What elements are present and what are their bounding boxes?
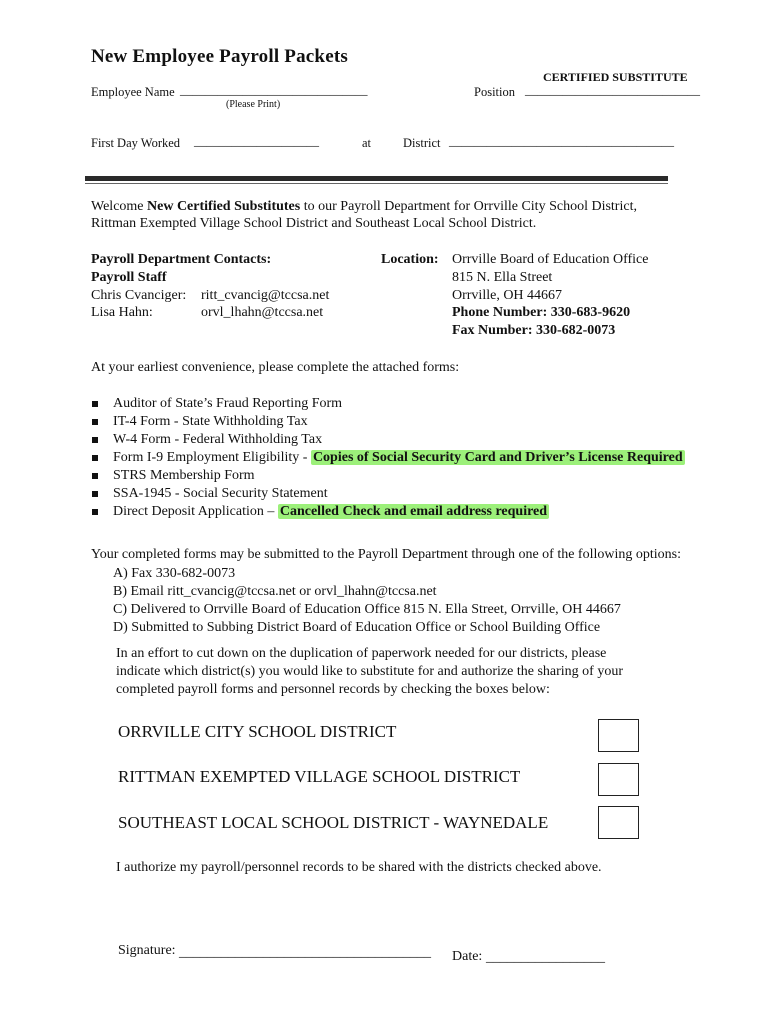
district-field[interactable]: ____________________________________ [449, 134, 674, 148]
position-field[interactable]: ____________________________ [525, 83, 700, 97]
district-label: District [403, 136, 441, 150]
form-item-text: STRS Membership Form [113, 468, 255, 483]
district-orrville-label: ORRVILLE CITY SCHOOL DISTRICT [118, 722, 397, 741]
please-print-note: (Please Print) [226, 99, 281, 110]
district-rittman-label: RITTMAN EXEMPTED VILLAGE SCHOOL DISTRICT [118, 767, 521, 786]
payroll-staff-heading: Payroll Staff [91, 270, 167, 285]
location-city: Orrville, OH 44667 [452, 288, 563, 303]
bullet-square-icon [92, 437, 98, 443]
form-item-text: W-4 Form - Federal Withholding Tax [113, 432, 323, 447]
form-item-highlight: Cancelled Check and email address required [279, 504, 548, 519]
list-item: D) Submitted to Subbing District Board of Education Office or School Building Office [113, 620, 601, 635]
bullet-square-icon [92, 455, 98, 461]
form-item-text: Direct Deposit Application – [113, 504, 278, 519]
bullet-square-icon [92, 491, 98, 497]
forms-list [91, 395, 685, 521]
welcome-line-2: Rittman Exempted Village School District and Southeast Local School District. [91, 216, 537, 231]
submit-intro: Your completed forms may be submitted to the Payroll Department through one of the following options: [91, 547, 681, 562]
district-southeast-checkbox[interactable] [598, 806, 639, 839]
authorize-statement: I authorize my payroll/personnel records to be shared with the districts checked above. [116, 860, 602, 875]
list-item [91, 485, 685, 503]
form-item-text: SSA-1945 - Social Security Statement [113, 486, 328, 501]
submit-options-list [113, 565, 621, 637]
list-item: C) Delivered to Orrville Board of Education Office 815 N. Ella Street, Orrville, OH 44667 [113, 602, 621, 617]
staff-name-1: Chris Cvanciger: [91, 288, 187, 303]
staff-name-2: Lisa Hahn: [91, 305, 153, 320]
form-item-highlight: Copies of Social Security Card and Driver’s License Required [312, 450, 683, 465]
list-item [91, 395, 685, 413]
header-divider [85, 176, 668, 181]
list-item [91, 449, 685, 467]
welcome-bold: New Certified Substitutes [147, 199, 301, 214]
bullet-square-icon [92, 419, 98, 425]
signature-label: Signature: [118, 943, 176, 958]
date-label: Date: [452, 949, 483, 964]
welcome-suffix: to our Payroll Department for Orrville City School District, [300, 199, 637, 214]
list-item [91, 413, 685, 431]
welcome-line-1 [91, 199, 637, 215]
list-item [91, 503, 685, 521]
certified-substitute-label: CERTIFIED SUBSTITUTE [543, 70, 688, 84]
bullet-square-icon [92, 401, 98, 407]
paperwork-line-2: indicate which district(s) you would like to substitute for and authorize the sharing of your [116, 664, 623, 679]
bullet-square-icon [92, 473, 98, 479]
employee-name-label: Employee Name [91, 85, 175, 99]
forms-intro: At your earliest convenience, please complete the attached forms: [91, 360, 460, 375]
staff-email-1[interactable]: ritt_cvancig@tccsa.net [201, 288, 330, 303]
first-day-worked-field[interactable]: ____________________ [194, 134, 319, 148]
header-divider-thin [85, 183, 668, 184]
phone-number: Phone Number: 330-683-9620 [452, 305, 631, 320]
list-item: A) Fax 330-682-0073 [113, 566, 236, 581]
bullet-square-icon [92, 509, 98, 515]
employee-name-field[interactable]: ______________________________ [180, 83, 368, 97]
page-title: New Employee Payroll Packets [91, 46, 348, 67]
location-label: Location: [381, 252, 439, 267]
paperwork-line-3: completed payroll forms and personnel records by checking the boxes below: [116, 682, 550, 697]
form-item-text: IT-4 Form - State Withholding Tax [113, 414, 308, 429]
district-rittman-checkbox[interactable] [598, 763, 639, 796]
form-item-text: Auditor of State’s Fraud Reporting Form [113, 396, 343, 411]
payroll-contacts-heading: Payroll Department Contacts: [91, 252, 272, 267]
date-field[interactable]: _________________ [486, 950, 605, 965]
list-item: B) Email ritt_cvancig@tccsa.net or orvl_lhahn@tccsa.net [113, 584, 437, 599]
fax-number: Fax Number: 330-682-0073 [452, 323, 616, 338]
district-southeast-label: SOUTHEAST LOCAL SCHOOL DISTRICT - WAYNEDALE [118, 813, 549, 832]
location-street: 815 N. Ella Street [452, 270, 553, 285]
first-day-worked-label: First Day Worked [91, 136, 181, 150]
welcome-prefix: Welcome [91, 199, 148, 214]
form-item-text: Form I-9 Employment Eligibility - [113, 450, 311, 465]
location-name: Orrville Board of Education Office [452, 252, 649, 267]
list-item [91, 467, 685, 485]
signature-field[interactable]: ____________________________________ [179, 945, 431, 960]
position-label: Position [474, 85, 515, 99]
at-label: at [362, 136, 372, 150]
list-item [91, 431, 685, 449]
staff-email-2[interactable]: orvl_lhahn@tccsa.net [201, 305, 324, 320]
paperwork-line-1: In an effort to cut down on the duplication of paperwork needed for our districts, please [116, 646, 607, 661]
district-orrville-checkbox[interactable] [598, 719, 639, 752]
